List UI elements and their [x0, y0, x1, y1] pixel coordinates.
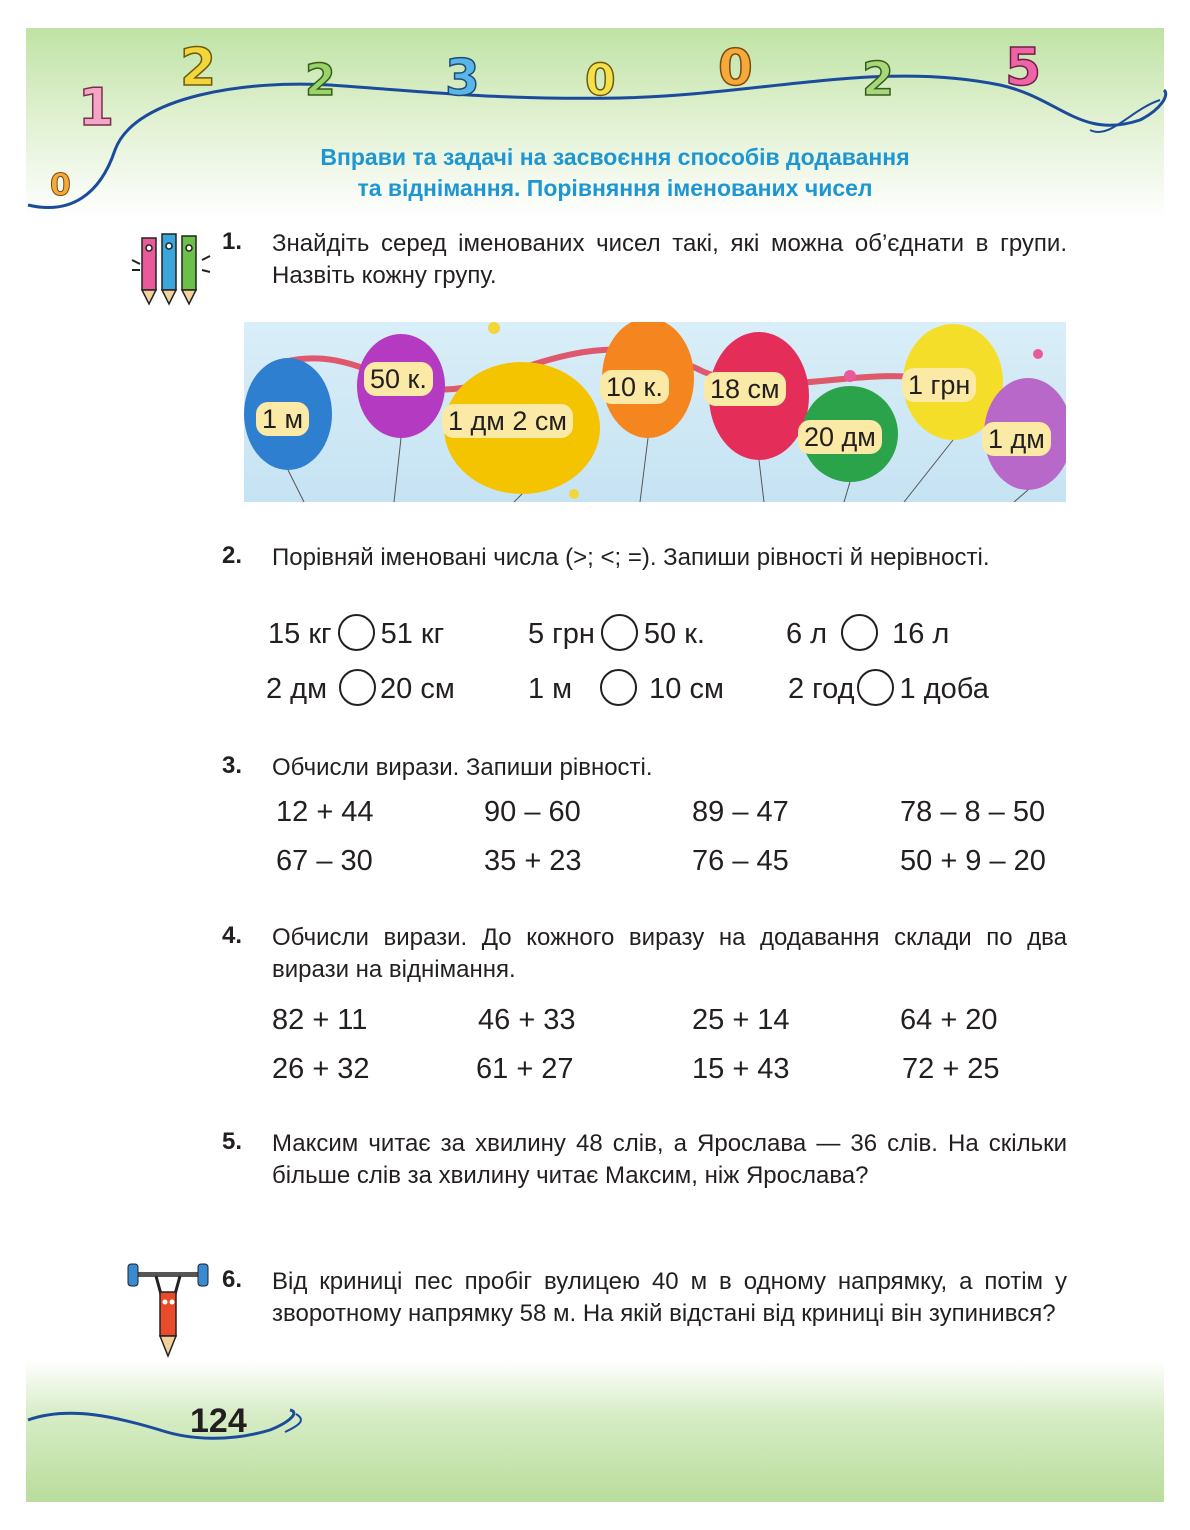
svg-text:2: 2 [180, 38, 217, 98]
task-number: 3. [222, 752, 243, 779]
task-5 [222, 1128, 1072, 1228]
expression: 76 – 45 [692, 845, 789, 877]
comparison-left: 6 л [786, 618, 828, 651]
comparison-right: 51 кг [380, 618, 445, 651]
balloon-label: 50 к. [364, 362, 433, 396]
title-line-2: та віднімання. Порівняння іменованих чисел [357, 175, 873, 201]
task-number: 2. [222, 542, 243, 569]
compare-circle[interactable] [339, 669, 376, 706]
expression: 61 + 27 [476, 1053, 574, 1085]
svg-text:0: 0 [585, 55, 616, 106]
comparison-left: 15 кг [268, 618, 332, 651]
task-number: 4. [222, 922, 243, 949]
comparison-left: 1 м [528, 673, 573, 706]
task-number: 1. [222, 228, 243, 255]
balloon-label: 1 дм [982, 422, 1051, 456]
title-line-1: Вправи та задачі на засвоєння способів додавання [320, 144, 910, 170]
expression: 25 + 14 [692, 1004, 790, 1036]
expression: 35 + 23 [484, 845, 582, 877]
task-text: Від криниці пес пробіг вулицею 40 м в одному напрямку, а потім у зворотному напрямку 58 м. На якій відстані від криниці він зупинився? [272, 1268, 1067, 1327]
expression: 90 – 60 [484, 796, 581, 828]
comparison-item [528, 617, 705, 654]
comparison-right: 1 доба [899, 673, 989, 706]
task-6 [222, 1266, 1072, 1366]
svg-text:3: 3 [445, 49, 480, 107]
comparison-item [266, 672, 455, 709]
task-4 [222, 922, 1072, 1102]
comparison-left: 5 грн [528, 618, 595, 651]
svg-text:1: 1 [78, 78, 115, 138]
expression: 50 + 9 – 20 [900, 845, 1046, 877]
expression: 12 + 44 [276, 796, 374, 828]
balloon-label: 20 дм [798, 420, 882, 454]
svg-text:2: 2 [305, 55, 336, 106]
balloon-label: 1 м [256, 402, 309, 436]
balloon-label: 1 грн [902, 368, 976, 402]
task-3 [222, 752, 1072, 892]
svg-text:5: 5 [1005, 38, 1042, 98]
svg-text:0: 0 [718, 39, 753, 97]
task-2 [222, 542, 1072, 717]
expression: 82 + 11 [272, 1004, 368, 1036]
comparison-right: 50 к. [643, 618, 705, 651]
balloon-label: 1 дм 2 см [442, 404, 573, 438]
task-text: Порівняй іменовані числа (>; <; =). Запиши рівності й нерівності. [272, 544, 990, 571]
balloons-illustration [244, 322, 1066, 502]
comparison-left: 2 дм [266, 673, 328, 706]
page-title [230, 142, 1000, 204]
svg-text:0: 0 [50, 168, 71, 203]
comparison-item [528, 672, 724, 709]
comparison-right: 10 см [649, 673, 724, 706]
task-text: Знайдіть серед іменованих чисел такі, які можна об’єднати в групи. Назвіть кожну групу. [272, 230, 1067, 289]
expression: 26 + 32 [272, 1053, 370, 1085]
expression: 46 + 33 [478, 1004, 576, 1036]
svg-text:2: 2 [862, 52, 895, 106]
comparison-right: 16 л [892, 618, 950, 651]
comparison-left: 2 год [788, 673, 855, 706]
compare-circle[interactable] [600, 669, 637, 706]
weightlifter-pencil-icon [126, 1262, 210, 1358]
comparison-item [268, 617, 444, 654]
compare-circle[interactable] [841, 614, 878, 651]
comparison-item [786, 617, 949, 654]
comparison-item [788, 672, 989, 709]
task-text: Обчисли вирази. Запиши рівності. [272, 754, 653, 781]
task-text: Обчисли вирази. До кожного виразу на додавання склади по два вирази на віднімання. [272, 924, 1067, 983]
expression: 72 + 25 [902, 1053, 1000, 1085]
balloon-label: 18 см [704, 372, 786, 406]
pencils-icon [130, 230, 212, 306]
compare-circle[interactable] [338, 614, 375, 651]
balloon-label: 10 к. [600, 370, 669, 404]
expression: 15 + 43 [692, 1053, 790, 1085]
task-number: 5. [222, 1128, 243, 1155]
expression: 67 – 30 [276, 845, 373, 877]
compare-circle[interactable] [601, 614, 638, 651]
page-number: 124 [190, 1402, 247, 1440]
expression: 64 + 20 [900, 1004, 998, 1036]
comparison-right: 20 см [380, 673, 455, 706]
task-number: 6. [222, 1266, 243, 1293]
task-text: Максим читає за хвилину 48 слів, а Ярослава — 36 слів. На скільки більше слів за хвилину читає Максим, ніж Ярослава? [272, 1130, 1067, 1189]
expression: 89 – 47 [692, 796, 789, 828]
expression: 78 – 8 – 50 [900, 796, 1046, 828]
task-1 [222, 228, 1072, 308]
compare-circle[interactable] [857, 669, 894, 706]
balloons-drawing [244, 322, 1066, 502]
